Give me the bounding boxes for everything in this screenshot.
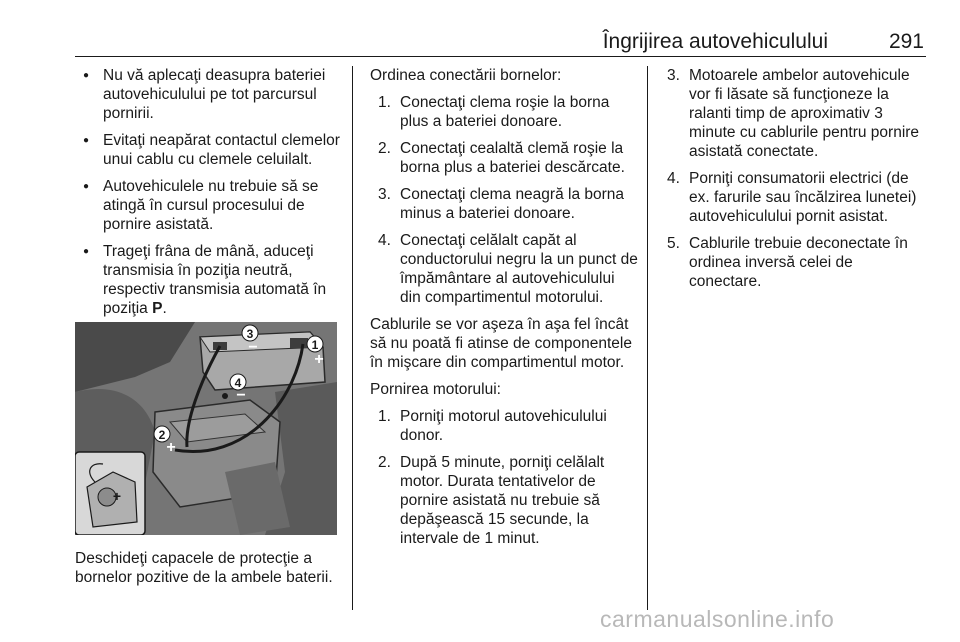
minus-sign: − <box>248 339 258 356</box>
connection-order-heading: Ordinea conectării bornelor: <box>370 67 562 84</box>
engine-start-steps <box>370 407 638 548</box>
figure-label-4: 4 <box>234 376 242 390</box>
column-divider <box>647 66 648 610</box>
plus-sign: + <box>314 351 324 368</box>
page-number: 291 <box>888 30 924 53</box>
minus-sign: − <box>236 387 246 404</box>
list-item: 3. Conectaţi clema neagră la borna minus a bateriei donoare. <box>378 186 625 222</box>
list-item: 1. Porniţi motorul autovehiculului donor. <box>378 408 607 444</box>
engine-start-heading: Pornirea motorului: <box>370 381 501 398</box>
list-item: 4. Conectaţi celălalt capăt al conductorului negru la un punct de împământare al autovehiculului din compartimentul motorului. <box>378 232 638 306</box>
list-item: 2. Conectaţi cealaltă clemă roşie la borna plus a bateriei descărcate. <box>378 140 625 176</box>
bullet-item: ● Trageţi frâna de mână, aduceţi transmisia în poziţia neutră, respectiv transmisia automată în poziţia P. <box>75 242 343 318</box>
column-3 <box>667 66 929 299</box>
cable-note: Cablurile se vor aşeza în aşa fel încât să nu poată fi atinse de componentele în mişcare din compartimentul motor. <box>370 316 632 371</box>
list-item: 4. Porniţi consumatorii electrici (de ex. farurile sau încălzirea lunetei) autovehiculului pornit asistat. <box>667 170 917 225</box>
list-item: 1. Conectaţi clema roşie la borna plus a bateriei donoare. <box>378 94 610 130</box>
header-rule <box>75 56 926 57</box>
connection-steps <box>370 93 638 307</box>
column-2 <box>370 66 638 556</box>
list-item: 3. Motoarele ambelor autovehicule vor fi lăsate să funcţioneze la ralanti timp de aproximativ 3 minute cu cablurile pentru pornire asistată conectate. <box>667 67 920 160</box>
column-divider <box>352 66 353 610</box>
final-steps <box>667 66 929 291</box>
plus-sign: + <box>112 488 122 504</box>
figure-caption: Deschideţi capacele de protecţie a bornelor pozitive de la ambele baterii. <box>75 550 333 586</box>
watermark: carmanualsonline.info <box>600 606 835 632</box>
bullet-item: ● Evitaţi neapărat contactul clemelor unui cablu cu clemele celuilalt. <box>75 131 343 169</box>
figure-label-2: 2 <box>158 428 166 442</box>
bullet-list <box>75 66 343 318</box>
battery-jump-start-figure <box>75 322 337 535</box>
figure-label-1: 1 <box>311 338 319 352</box>
page-title: Îngrijirea autovehiculului <box>602 30 828 53</box>
bullet-item: ● Autovehiculele nu trebuie să se atingă în cursul procesului de pornire asistată. <box>75 177 343 234</box>
bullet-item: ● Nu vă aplecaţi deasupra bateriei autovehiculului pe tot parcursul pornirii. <box>75 66 343 123</box>
figure-label-3: 3 <box>246 327 254 341</box>
list-item: 5. Cablurile trebuie deconectate în ordinea inversă celei de conectare. <box>667 235 908 290</box>
column-1 <box>75 66 343 326</box>
plus-sign: + <box>166 439 176 456</box>
list-item: 2. După 5 minute, porniţi celălalt motor. Durata tentativelor de pornire asistată nu trebuie să depăşească 15 secunde, la intervale de 1 minut. <box>378 454 605 547</box>
gear-letter: P <box>152 300 163 317</box>
